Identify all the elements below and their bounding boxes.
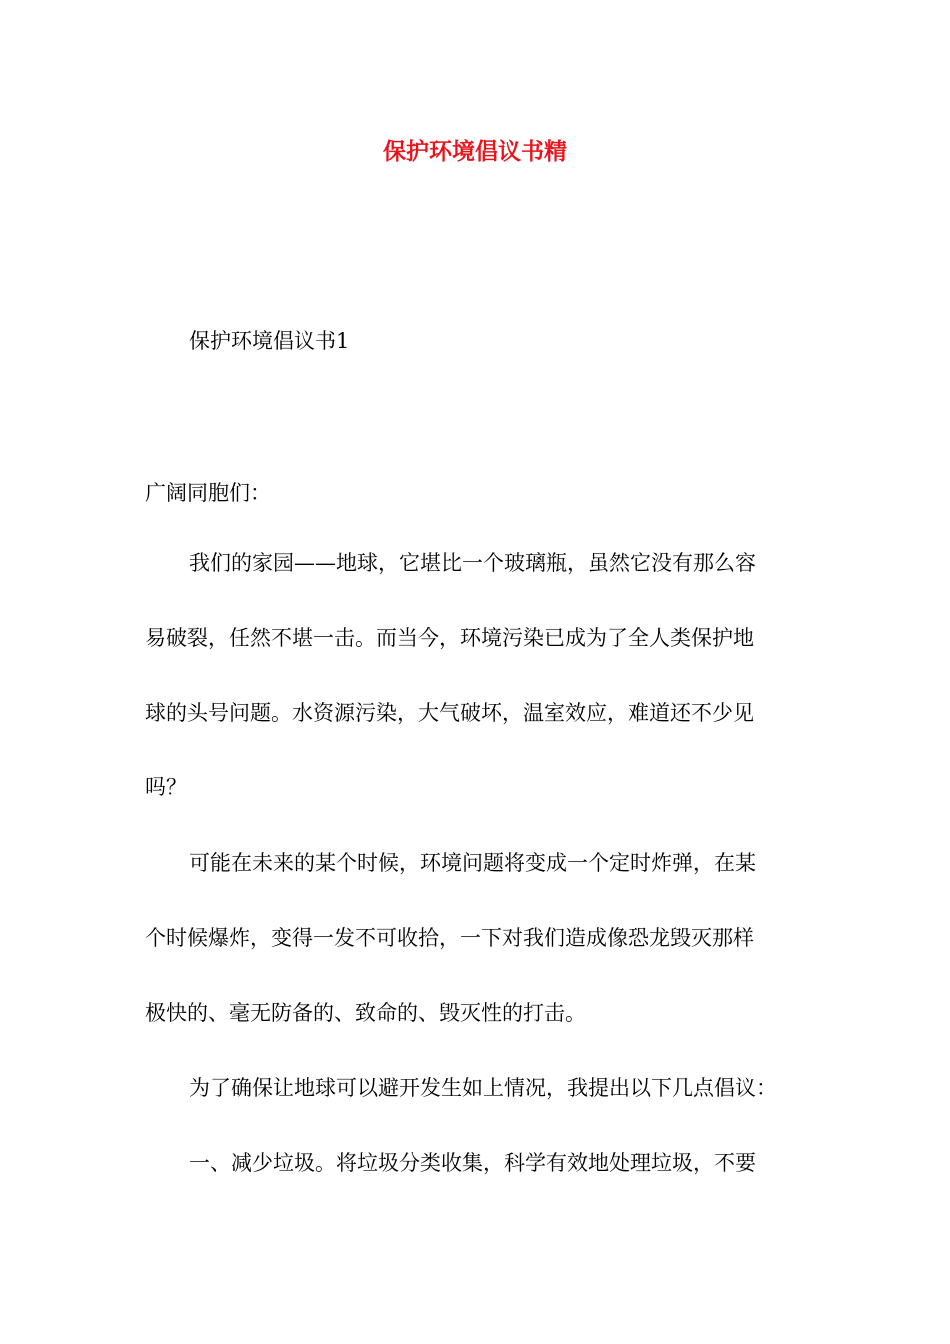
- document-title: 保护环境倡议书精: [383, 138, 567, 165]
- paragraph-line: 可能在未来的某个时候，环境问题将变成一个定时炸弹，在某: [189, 851, 756, 875]
- paragraph-line: 我们的家园——地球，它堪比一个玻璃瓶，虽然它没有那么容: [189, 551, 756, 575]
- paragraph-line: 个时候爆炸，变得一发不可收拾，一下对我们造成像恐龙毁灭那样: [145, 926, 754, 950]
- section-heading: 保护环境倡议书1: [189, 329, 350, 353]
- paragraph-line: 为了确保让地球可以避开发生如上情况，我提出以下几点倡议：: [189, 1076, 777, 1100]
- paragraph-line: 易破裂，任然不堪一击。而当今，环境污染已成为了全人类保护地: [145, 626, 754, 650]
- paragraph-line: 球的头号问题。水资源污染，大气破坏，温室效应，难道还不少见: [145, 701, 754, 725]
- paragraph-line: 吗？: [145, 775, 187, 799]
- paragraph-line: 极快的、毫无防备的、致命的、毁灭性的打击。: [145, 1001, 586, 1025]
- salutation: 广阔同胞们：: [145, 481, 271, 505]
- paragraph-line: 一、减少垃圾。将垃圾分类收集，科学有效地处理垃圾，不要: [189, 1151, 756, 1175]
